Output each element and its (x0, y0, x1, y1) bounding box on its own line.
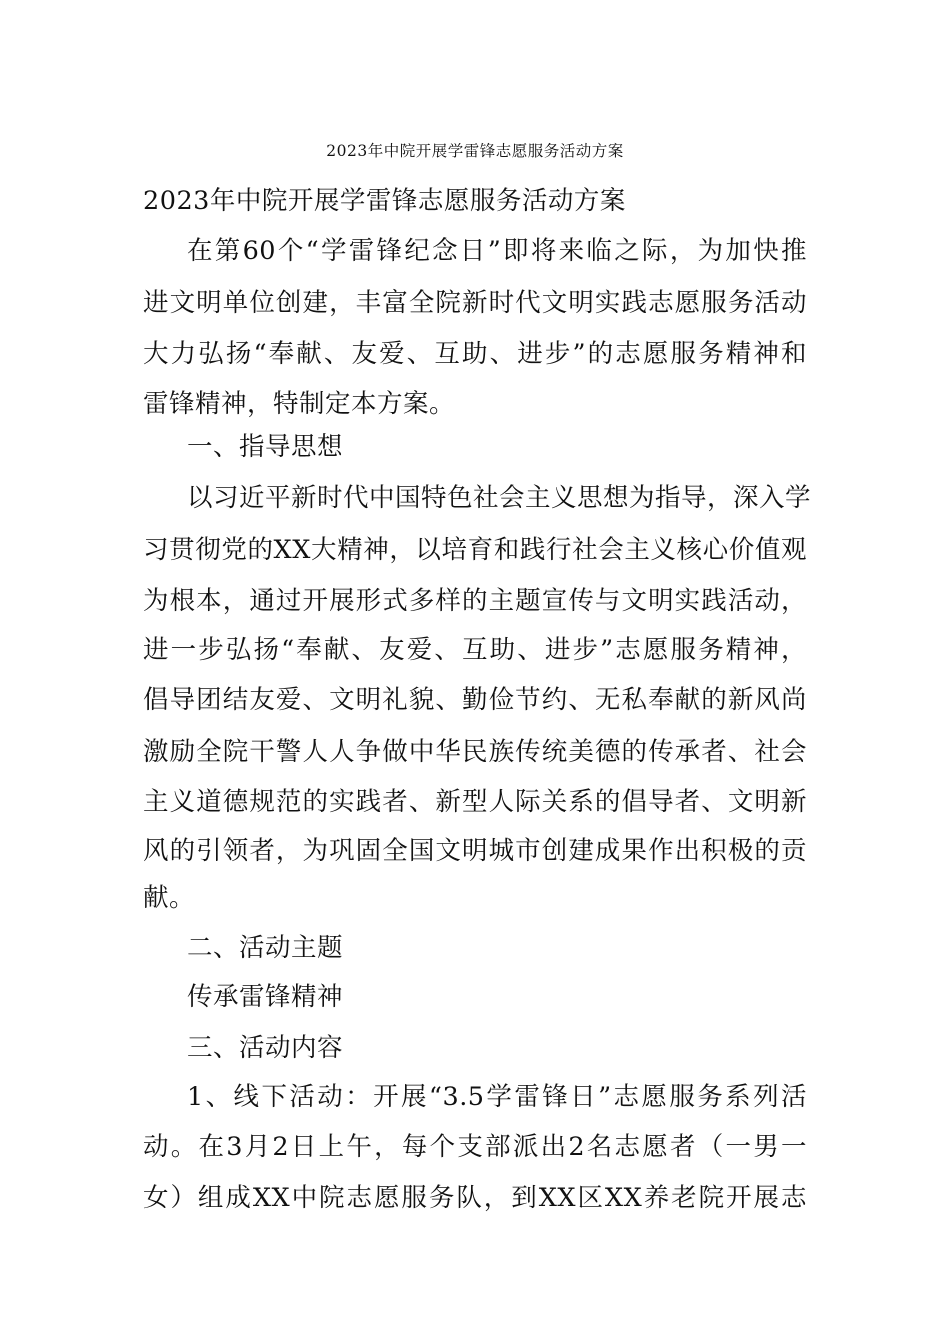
paragraph-line: 在第60个“学雷锋纪念日”即将来临之际，为加快推 (187, 236, 807, 266)
paragraph-line: 以习近平新时代中国特色社会主义思想为指导，深入学 (187, 483, 812, 513)
paragraph-line: 进文明单位创建，丰富全院新时代文明实践志愿服务活动 (143, 288, 807, 318)
document-title: 2023年中院开展学雷锋志愿服务活动方案 (326, 142, 624, 160)
paragraph-line: 风的引领者，为巩固全国文明城市创建成果作出积极的贡 (143, 836, 807, 866)
activity-theme: 传承雷锋精神 (187, 982, 344, 1012)
paragraph-line: 女）组成XX中院志愿服务队，到XX区XX养老院开展志 (143, 1183, 807, 1213)
paragraph-line: 主义道德规范的实践者、新型人际关系的倡导者、文明新 (143, 787, 807, 817)
paragraph-line: 进一步弘扬“奉献、友爱、互助、进步”志愿服务精神， (143, 635, 807, 665)
paragraph-line: 1、线下活动：开展“3.5学雷锋日”志愿服务系列活 (187, 1082, 807, 1112)
paragraph-line: 激励全院干警人人争做中华民族传统美德的传承者、社会 (143, 737, 807, 767)
section-heading: 一、指导思想 (187, 432, 344, 462)
document-subtitle: 2023年中院开展学雷锋志愿服务活动方案 (143, 186, 626, 216)
paragraph-line: 动。在3月2日上午，每个支部派出2名志愿者（一男一 (143, 1132, 807, 1162)
paragraph-line: 大力弘扬“奉献、友爱、互助、进步”的志愿服务精神和 (143, 339, 807, 369)
section-heading: 三、活动内容 (187, 1033, 344, 1063)
section-heading: 二、活动主题 (187, 933, 344, 963)
paragraph-line: 为根本，通过开展形式多样的主题宣传与文明实践活动， (143, 586, 807, 616)
paragraph-line: 献。 (143, 883, 196, 913)
paragraph-line: 倡导团结友爱、文明礼貌、勤俭节约、无私奉献的新风尚 (143, 685, 807, 715)
paragraph-line: 习贯彻党的XX大精神，以培育和践行社会主义核心价值观 (143, 535, 807, 565)
paragraph-line: 雷锋精神，特制定本方案。 (143, 389, 456, 419)
